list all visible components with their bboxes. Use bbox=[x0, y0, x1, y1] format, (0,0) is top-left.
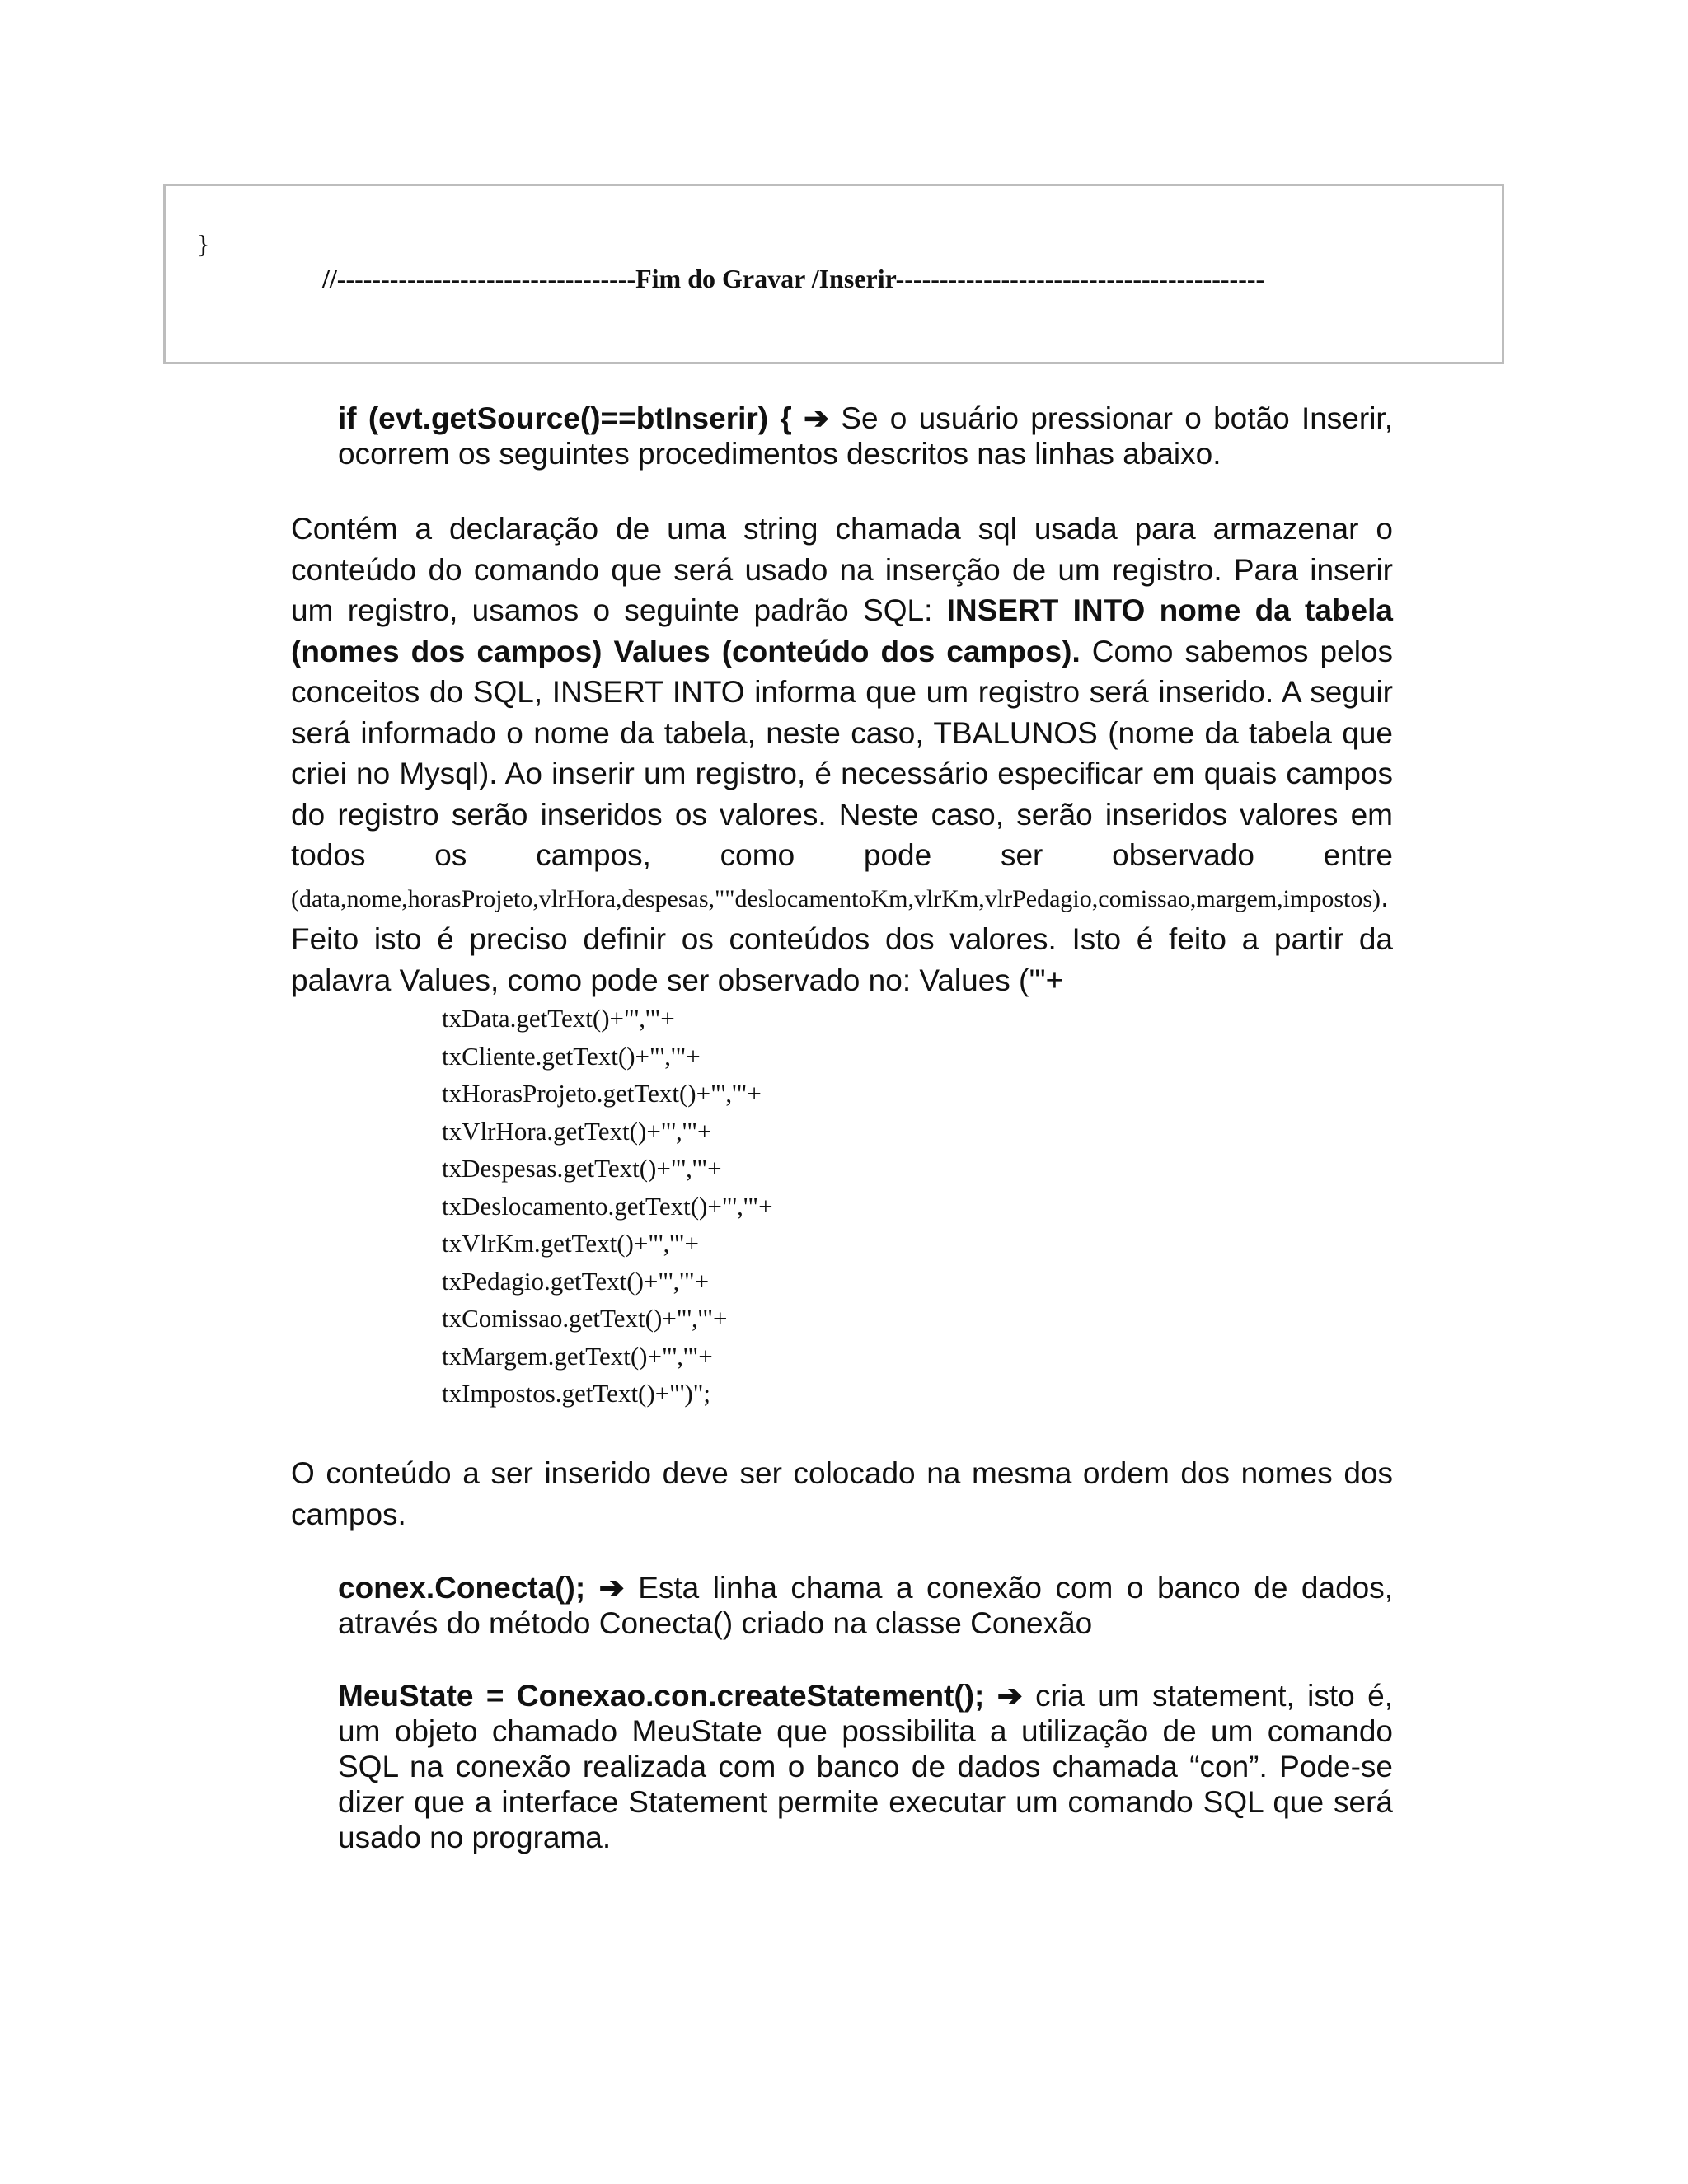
code-line: txHorasProjeto.getText()+"','"+ bbox=[442, 1079, 762, 1108]
arrow-icon: ➔ bbox=[804, 401, 830, 435]
paragraph-statement-text: cria um statement, isto é, um objeto chamado MeuState que possibilita a utilização de um comando SQL na conexão realizada com o banco de dados chamada “con”. Pode-se dizer que a interface Statement permite executar um comando SQL que será usado no programa. bbox=[338, 1679, 1393, 1854]
end-insert-comment: //----------------------------------Fim do Gravar /Inserir------------------------------------------ bbox=[322, 264, 1265, 293]
arrow-icon: ➔ bbox=[996, 1679, 1023, 1713]
paragraph-sql-explanation bbox=[291, 509, 1393, 1001]
paragraph-field-order: O conteúdo a ser inserido deve ser colocado na mesma ordem dos nomes dos campos. bbox=[291, 1456, 1393, 1531]
paragraph-statement bbox=[338, 1678, 1393, 1855]
sql-field-list: (data,nome,horasProjeto,vlrHora,despesas,""deslocamentoKm,vlrKm,vlrPedagio,comissao,margem,impostos) bbox=[291, 884, 1381, 912]
closing-brace: } bbox=[197, 229, 210, 259]
values-code-listing bbox=[442, 1000, 773, 1413]
code-line: txVlrKm.getText()+"','"+ bbox=[442, 1229, 700, 1258]
code-snippet-box bbox=[163, 184, 1504, 364]
paragraph-if-inserir bbox=[338, 401, 1393, 471]
paragraph-conecta bbox=[338, 1570, 1393, 1641]
code-conecta: conex.Conecta(); bbox=[338, 1571, 586, 1605]
arrow-icon: ➔ bbox=[598, 1571, 625, 1605]
code-line: txVlrHora.getText()+"','"+ bbox=[442, 1116, 712, 1146]
code-line: txCliente.getText()+"','"+ bbox=[442, 1041, 701, 1071]
sql-explanation-part1: Contém a declaração de uma string chamada sql usada para armazenar o conteúdo do comando que será usado na inserção de um registro. Para inserir um registro, usamos o seguinte padrão SQL: bbox=[291, 512, 1393, 627]
code-line: txImpostos.getText()+"')"; bbox=[442, 1379, 711, 1408]
sql-explanation-part3: . Feito isto é preciso definir os conteúdos dos valores. Isto é feito a partir da palavra Values, como pode ser observado no: Values ('"+ bbox=[291, 879, 1393, 997]
code-line: txDespesas.getText()+"','"+ bbox=[442, 1154, 722, 1183]
sql-insert-pattern: INSERT INTO nome da tabela (nomes dos campos) Values (conteúdo dos campos). bbox=[291, 593, 1393, 668]
code-line: txData.getText()+"','"+ bbox=[442, 1004, 675, 1033]
code-if-statement: if (evt.getSource()==btInserir) { bbox=[338, 401, 792, 435]
paragraph-if-text: Se o usuário pressionar o botão Inserir, ocorrem os seguintes procedimentos descritos nas linhas abaixo. bbox=[338, 401, 1393, 471]
code-create-statement: MeuState = Conexao.con.createStatement(); bbox=[338, 1679, 985, 1713]
paragraph-conecta-text: Esta linha chama a conexão com o banco de dados, através do método Conecta() criado na classe Conexão bbox=[338, 1571, 1394, 1640]
code-line: txComissao.getText()+"','"+ bbox=[442, 1304, 728, 1333]
code-line: txDeslocamento.getText()+"','"+ bbox=[442, 1191, 773, 1221]
code-line: txPedagio.getText()+"','"+ bbox=[442, 1266, 710, 1296]
code-line: txMargem.getText()+"','"+ bbox=[442, 1341, 713, 1371]
sql-explanation-part2: Como sabemos pelos conceitos do SQL, INSERT INTO informa que um registro será inserido. A seguir será informado o nome da tabela, neste caso, TBALUNOS (nome da tabela que criei no Mysql). Ao inserir um registro, é necessário especificar em quais campos do registro serão inseridos os valores. Neste caso, serão inseridos valores em todos os campos, como pode ser observado entre bbox=[291, 634, 1393, 872]
